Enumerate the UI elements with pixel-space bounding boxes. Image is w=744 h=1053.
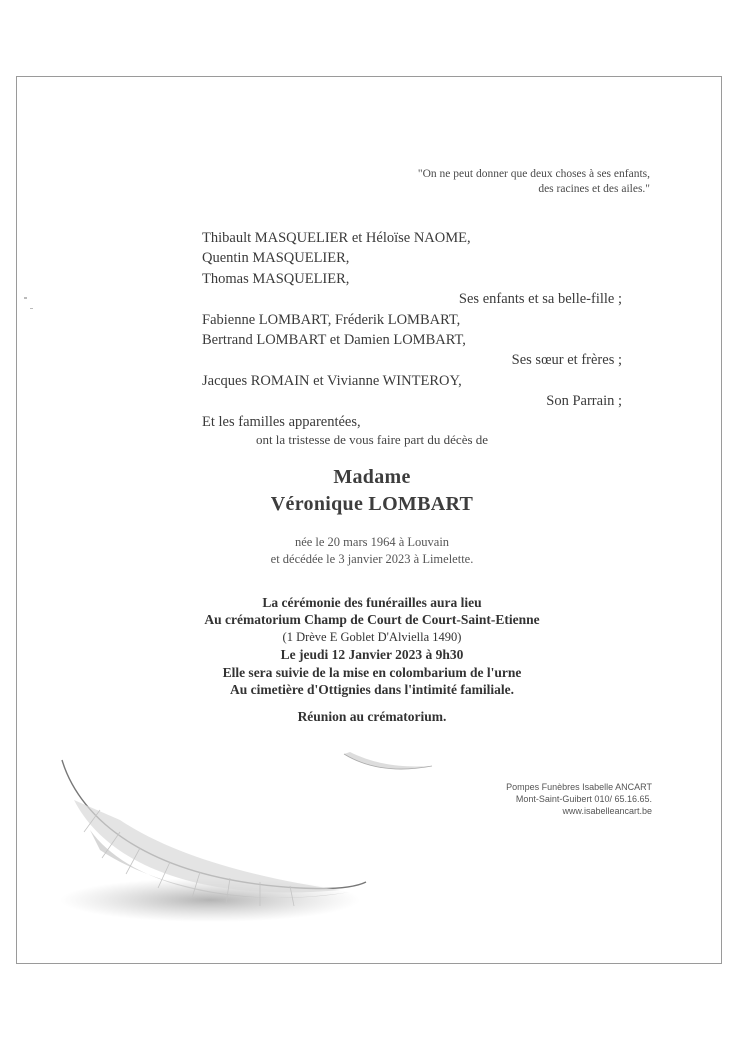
family-line: Bertrand LOMBART et Damien LOMBART,	[202, 332, 466, 349]
family-line: Fabienne LOMBART, Fréderik LOMBART,	[202, 311, 461, 328]
scan-mark	[24, 297, 27, 299]
family-line: Thibault MASQUELIER et Héloïse NAOME,	[202, 230, 471, 246]
ceremony-line: Elle sera suivie de la mise en colombarium de l'urne	[222, 664, 522, 680]
family-line: Ses sœur et frères ;	[511, 352, 622, 369]
family-line: Quentin MASQUELIER,	[202, 250, 350, 267]
birth-line: née le 20 mars 1964 à Louvain	[294, 535, 450, 549]
announcement-text: ont la tristesse de vous faire part du décès de	[255, 432, 489, 447]
family-line: Son Parrain ;	[546, 393, 622, 410]
ceremony-address: (1 Drève E Goblet D'Alviella 1490)	[282, 629, 462, 644]
ceremony-line: Le jeudi 12 Janvier 2023 à 9h30	[280, 647, 464, 663]
undertaker-address: Mont-Saint-Guibert 010/ 65.16.65.	[515, 794, 652, 804]
small-feather-illustration	[340, 748, 440, 778]
ceremony-details	[0, 594, 744, 698]
ceremony-line: Au crématorium Champ de Court de Court-Saint-Etienne	[204, 612, 540, 628]
quote-line: des racines et des ailes."	[538, 183, 650, 195]
family-list	[202, 228, 622, 432]
family-line: Ses enfants et sa belle-fille ;	[458, 291, 622, 308]
deceased-name: Véronique LOMBART	[270, 493, 474, 515]
family-line: Jacques ROMAIN et Vivianne WINTEROY,	[202, 372, 462, 389]
feather-illustration	[40, 740, 370, 940]
undertaker-name: Pompes Funèbres Isabelle ANCART	[506, 782, 652, 792]
undertaker-website: www.isabelleancart.be	[562, 806, 652, 816]
family-line: Et les familles apparentées,	[202, 413, 361, 430]
ceremony-line: Au cimetière d'Ottignies dans l'intimité familiale.	[230, 682, 514, 698]
deceased-title: Madame	[333, 466, 411, 488]
quote-line: "On ne peut donner que deux choses à ses enfants,	[417, 168, 650, 180]
reunion-note: Réunion au crématorium.	[297, 709, 447, 724]
family-line: Thomas MASQUELIER,	[202, 270, 350, 287]
undertaker-info	[506, 781, 652, 817]
epigraph-quote	[418, 167, 650, 197]
scan-mark	[30, 308, 33, 309]
life-dates	[0, 534, 744, 568]
ceremony-line: La cérémonie des funérailles aura lieu	[262, 595, 482, 610]
death-line: et décédée le 3 janvier 2023 à Limelette.	[270, 552, 474, 566]
